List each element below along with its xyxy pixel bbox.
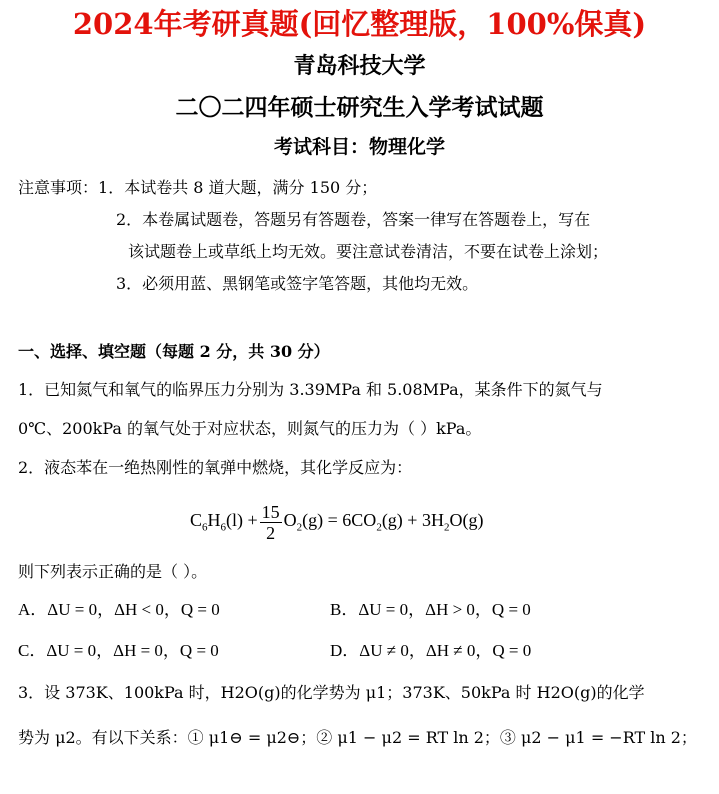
section-heading: 一、选择、填空题（每题 2 分，共 30 分） [18,342,330,361]
notes-item-2b: 该试题卷上或草纸上均无效。要注意试卷清洁，不要在试卷上涂划； [128,242,609,261]
q3-line-2: 势为 μ2。有以下关系：① μ1⊖ = μ2⊖；② μ1 − μ2 = RT ln 2；③ μ2 − μ1 = −RT ln 2； [18,728,697,747]
option-d: D．ΔU ≠ 0，ΔH ≠ 0，Q = 0 [330,641,532,660]
q3-line-1: 3．设 373K、100kPa 时，H2O(g)的化学势为 μ1；373K、50kPa 时 H2O(g)的化学 [18,683,645,702]
eq-coef-num: 15 [261,501,280,522]
notes-item-3: 3．必须用蓝、黑钢笔或签字笔答题，其他均无效。 [116,274,479,293]
exam-subject: 考试科目：物理化学 [273,136,445,158]
notes-prefix: 注意事项： [18,178,99,197]
banner-title: 2024年考研真题(回忆整理版，100%保真) [72,7,647,41]
eq-benzene: $C_6H_6(l)$ + [190,510,258,534]
notes-item-2a: 2．本卷属试题卷，答题另有答题卷，答案一律写在答题卷上，写在 [116,210,591,229]
q1-line-1: 1．已知氮气和氧气的临界压力分别为 3.39MPa 和 5.08MPa，某条件下的氮气与 [18,380,603,399]
eq-coefficient [260,502,282,543]
exam-title: 二〇二四年硕士研究生入学考试试题 [175,94,544,121]
q2-line-2: 则下列表示正确的是（ ）。 [18,562,208,581]
notes-line-1 [18,178,377,198]
option-b: B．ΔU = 0，ΔH > 0，Q = 0 [330,600,531,619]
q2-line-1: 2．液态苯在一绝热刚性的氧弹中燃烧，其化学反应为： [18,458,413,477]
option-a: A．ΔU = 0，ΔH < 0，Q = 0 [18,600,220,619]
option-c: C．ΔU = 0，ΔH = 0，Q = 0 [18,641,219,660]
q1-line-2: 0℃、200kPa 的氧气处于对应状态，则氮气的压力为（ ）kPa。 [18,419,482,438]
university-name: 青岛科技大学 [293,53,426,79]
q2-reaction-equation [190,497,483,547]
eq-coef-den: 2 [266,522,276,543]
notes-item-1: 1．本试卷共 8 道大题，满分 150 分； [98,178,378,197]
eq-oxygen: $O_2(g) = 6CO_2(g) + 3H_2O(g)$ [283,510,484,534]
